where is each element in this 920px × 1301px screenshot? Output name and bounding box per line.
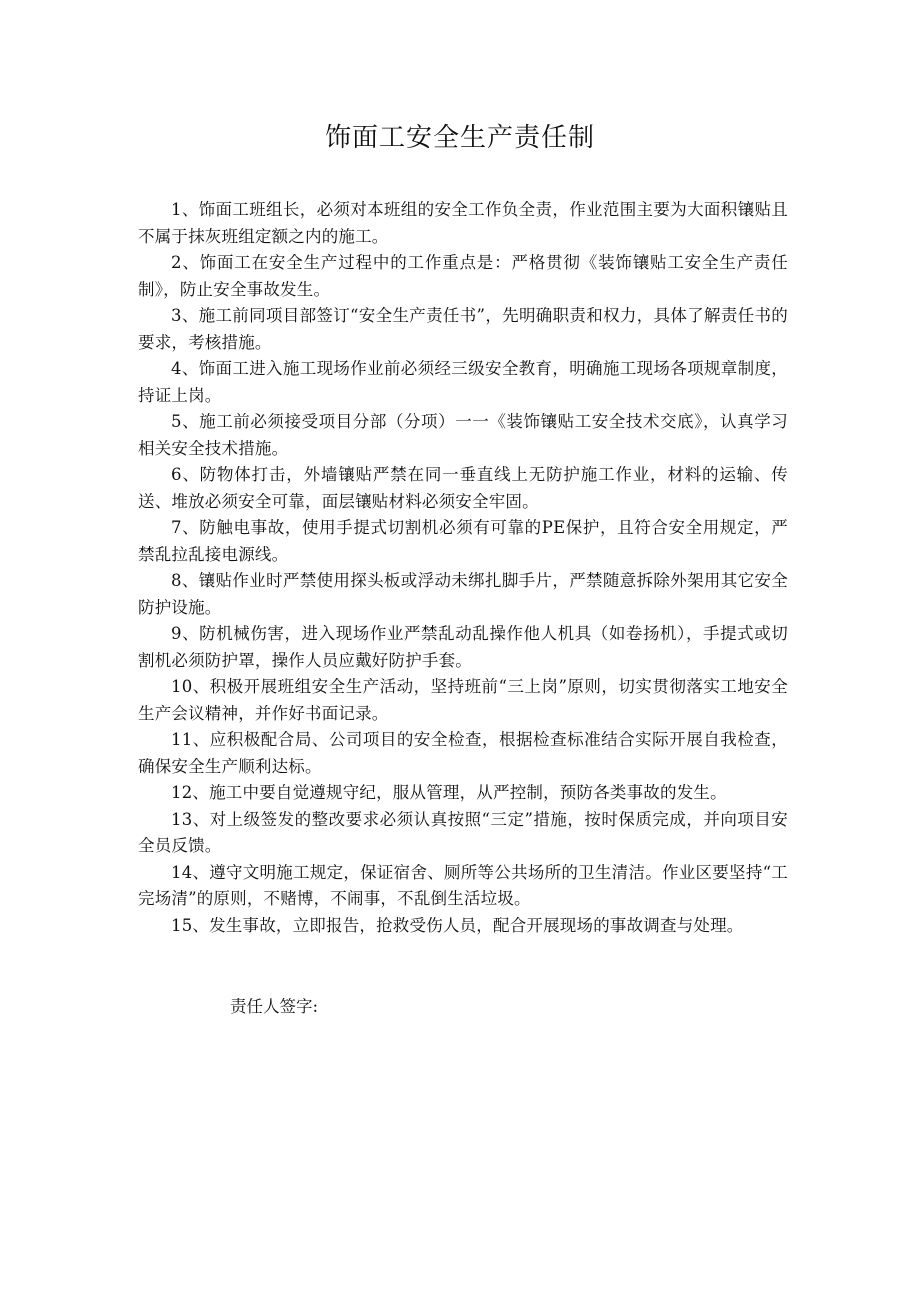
clause-7: 7、防触电事故，使用手提式切割机必须有可靠的PE保护，且符合安全用规定，严禁乱拉乱接电源线。 <box>138 518 788 564</box>
clause-1: 1、饰面工班组长，必须对本班组的安全工作负全责，作业范围主要为大面积镶贴且不属于抹灰班组定额之内的施工。 <box>138 200 788 246</box>
clause-3: 3、施工前同项目部签订“安全生产责任书”，先明确职责和权力，具体了解责任书的要求，考核措施。 <box>138 306 788 352</box>
clause-8: 8、镶贴作业时严禁使用探头板或浮动未绑扎脚手片，严禁随意拆除外架用其它安全防护设施。 <box>138 571 788 617</box>
clause-11: 11、应积极配合局、公司项目的安全检查，根据检查标准结合实际开展自我检查，确保安全生产顺利达标。 <box>138 730 788 776</box>
document-title: 饰面工安全生产责任制 <box>324 123 595 153</box>
clause-4: 4、饰面工进入施工现场作业前必须经三级安全教育，明确施工现场各项规章制度，持证上岗。 <box>138 359 788 405</box>
clause-6: 6、防物体打击，外墙镶贴严禁在同一垂直线上无防护施工作业，材料的运输、传送、堆放必须安全可靠，面层镶贴材料必须安全牢固。 <box>138 465 788 511</box>
clause-14: 14、遵守文明施工规定，保证宿舍、厕所等公共场所的卫生清洁。作业区要坚持“工完场清”的原则，不赌博，不闹事，不乱倒生活垃圾。 <box>138 862 788 908</box>
clause-15: 15、发生事故，立即报告，抢救受伤人员，配合开展现场的事故调查与处理。 <box>171 915 744 935</box>
clause-2: 2、饰面工在安全生产过程中的工作重点是：严格贯彻《装饰镶贴工安全生产责任制》，防止安全事故发生。 <box>138 253 788 299</box>
clause-13: 13、对上级签发的整改要求必须认真按照“三定”措施，按时保质完成，并向项目安全员反馈。 <box>138 809 788 855</box>
clause-12: 12、施工中要自觉遵规守纪，服从管理，从严控制，预防各类事故的发生。 <box>171 783 727 802</box>
clause-9: 9、防机械伤害，进入现场作业严禁乱动乱操作他人机具（如卷扬机），手提式或切割机必须防护罩，操作人员应戴好防护手套。 <box>138 624 788 670</box>
clause-list <box>138 197 788 939</box>
clause-10: 10、积极开展班组安全生产活动，坚持班前“三上岗”原则，切实贯彻落实工地安全生产会议精神，并作好书面记录。 <box>138 677 788 723</box>
clause-5: 5、施工前必须接受项目分部（分项）一一《装饰镶贴工安全技术交底》，认真学习相关安全技术措施。 <box>138 412 788 458</box>
signature-label: 责任人签字: <box>230 997 319 1016</box>
